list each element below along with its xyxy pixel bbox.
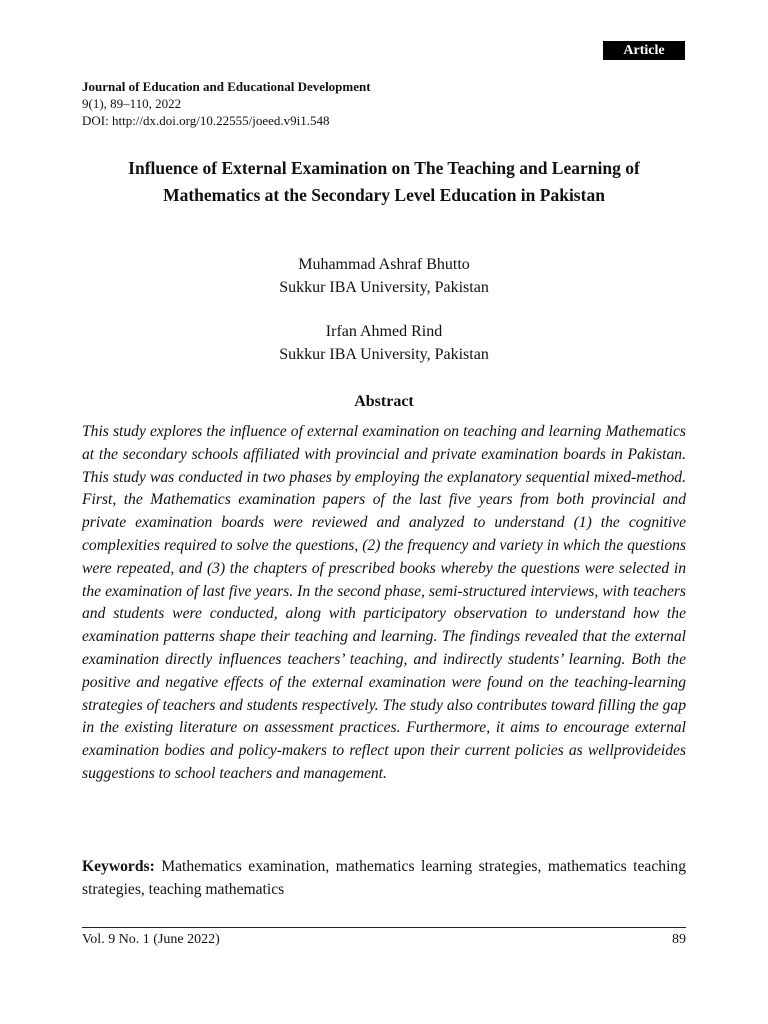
- journal-volume-pages: 9(1), 89–110, 2022: [82, 96, 182, 111]
- author-list: [0, 253, 768, 366]
- keywords-label: Keywords:: [82, 858, 162, 875]
- keywords-text: Mathematics examination, mathematics learning strategies, mathematics teaching strategies, teaching mathematics: [82, 858, 686, 898]
- abstract-text: This study explores the influence of external examination on teaching and learning Mathematics at the secondary schools affiliated with provincial and private examination boards in Pakistan. This study was conducted in two phases by employing the explanatory sequential mixed-method. First, the Mathematics examination papers of the last five years from both provincial and private examination boards were reviewed and analyzed to understand (1) the cognitive complexities required to solve the questions, (2) the frequency and variety in which the questions were repeated, and (3) the chapters of prescribed books whereby the questions were selected in the examination of last five years. In the second phase, semi-structured interviews, with teachers and students were conducted, along with participatory observation to understand how the examination patterns shape their teaching and learning. The findings revealed that the external examination directly influences teachers’ teaching, and indirectly students’ learning. Both the positive and negative effects of the external examination were found on the teaching-learning strategies of teachers and students respectively. The study also contributes toward filling the gap in the existing literature on assessment practices. Furthermore, it aims to encourage external examination bodies and policy-makers to reflect upon their current policies as wellprovideides suggestions to school teachers and management.: [82, 423, 686, 782]
- journal-doi[interactable]: DOI: http://dx.doi.org/10.22555/joeed.v9i1.548: [82, 113, 330, 128]
- author-affiliation: Sukkur IBA University, Pakistan: [279, 279, 489, 296]
- author-name: Muhammad Ashraf Bhutto: [298, 256, 470, 273]
- keywords-section: [82, 855, 686, 901]
- page-number: 89: [672, 932, 686, 947]
- journal-name: Journal of Education and Educational Development: [82, 79, 371, 94]
- footer-issue: Vol. 9 No. 1 (June 2022): [82, 932, 220, 947]
- abstract-heading: Abstract: [354, 393, 414, 410]
- footer-divider: [82, 927, 686, 928]
- journal-info: [82, 78, 371, 129]
- author-affiliation: Sukkur IBA University, Pakistan: [279, 346, 489, 363]
- article-type-badge: Article: [603, 41, 685, 60]
- paper-title: Influence of External Examination on The Teaching and Learning of Mathematics at the Secondary Level Education in Pakistan: [128, 158, 640, 205]
- author-name: Irfan Ahmed Rind: [325, 323, 443, 340]
